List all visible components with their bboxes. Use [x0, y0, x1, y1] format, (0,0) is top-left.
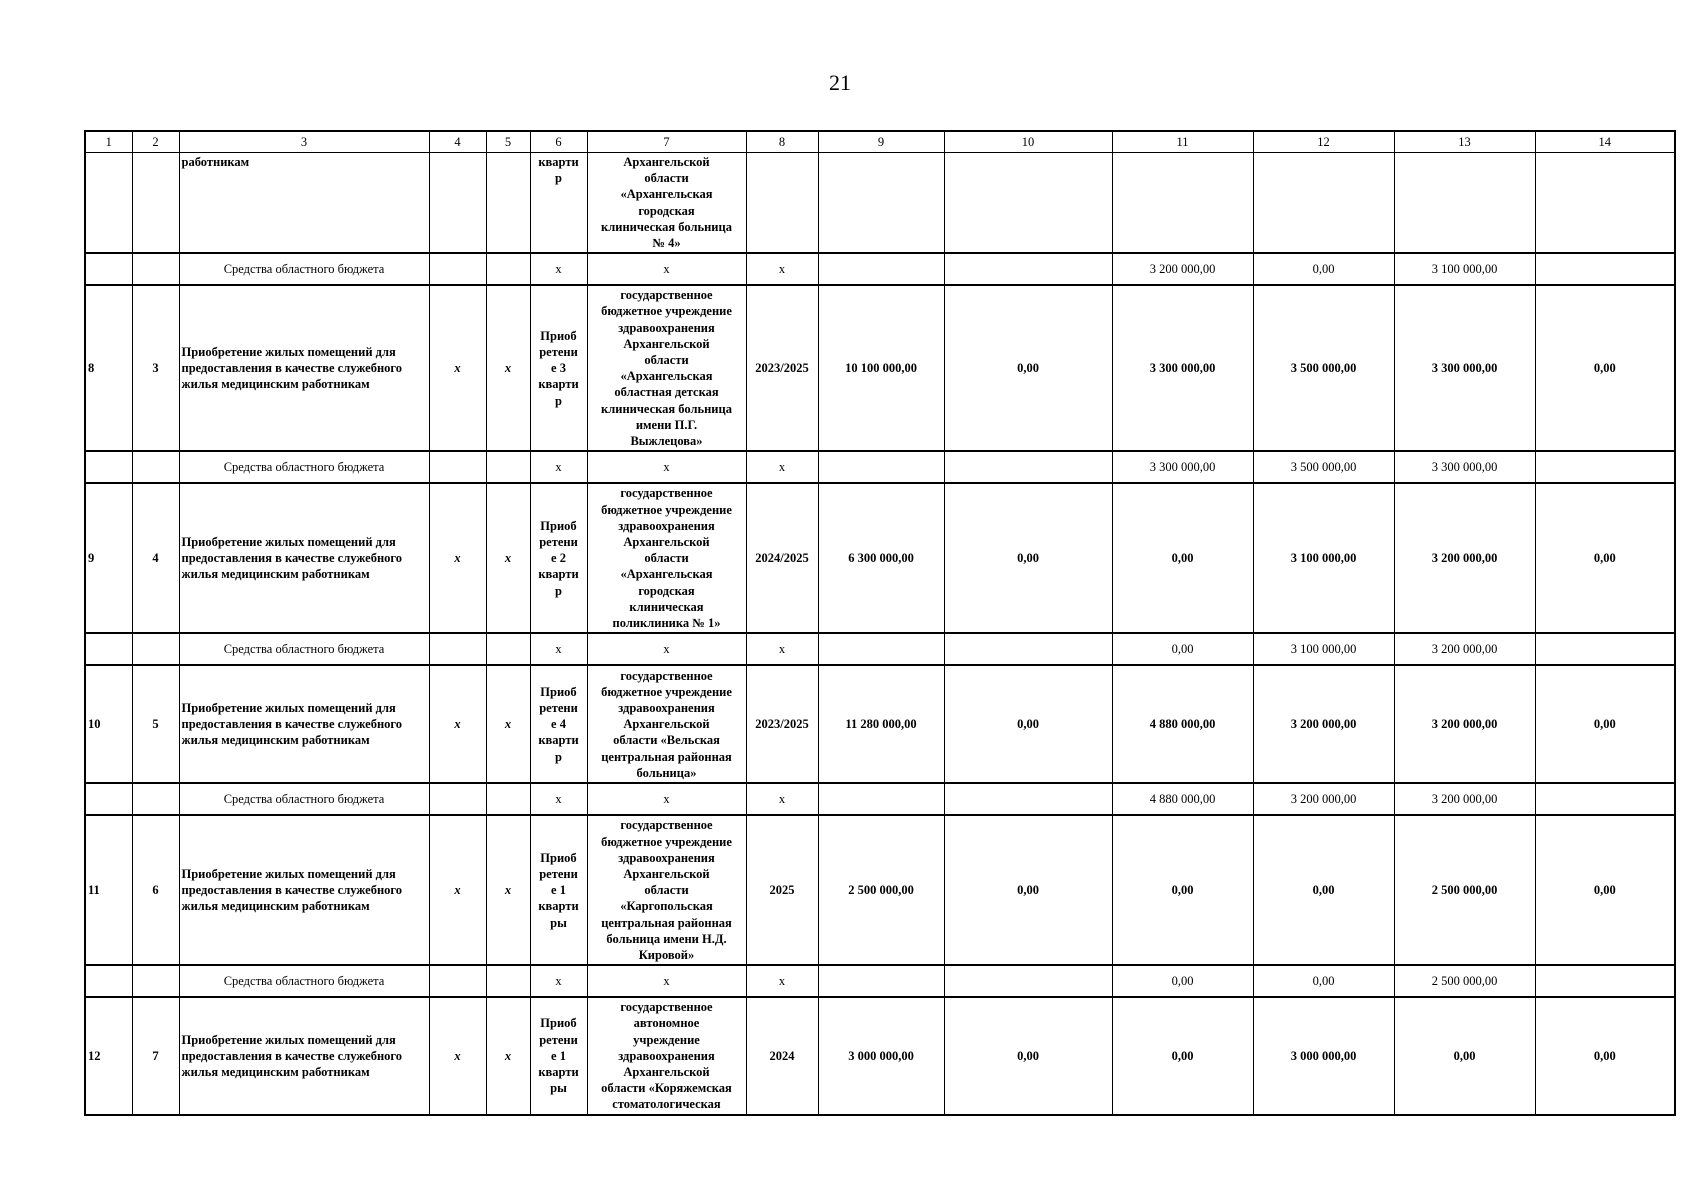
- cell-c10: [944, 253, 1112, 285]
- cell-c12: 0,00: [1253, 253, 1394, 285]
- cell-c13: 3 200 000,00: [1394, 483, 1535, 633]
- column-header-4: 4: [429, 131, 486, 153]
- cell-c3: Средства областного бюджета: [179, 783, 429, 815]
- cell-c9: 3 000 000,00: [818, 997, 944, 1114]
- cell-c7: государственное бюджетное учреждение здравоохранения Архангельской области «Каргопольская центральная районная больница имени Н.Д. Кировой»: [587, 815, 746, 965]
- cell-c2: [132, 153, 179, 254]
- cell-c9: 2 500 000,00: [818, 815, 944, 965]
- cell-c14: 0,00: [1535, 997, 1675, 1114]
- cell-c3: Средства областного бюджета: [179, 451, 429, 483]
- cell-c11: [1112, 153, 1253, 254]
- cell-c4: х: [429, 483, 486, 633]
- cell-c10: 0,00: [944, 815, 1112, 965]
- cell-c5: [486, 965, 530, 997]
- cell-c2: 5: [132, 665, 179, 783]
- cell-c12: 3 100 000,00: [1253, 633, 1394, 665]
- cell-c10: [944, 633, 1112, 665]
- cell-c5: [486, 633, 530, 665]
- cell-c3: Приобретение жилых помещений для предоставления в качестве служебного жилья медицинским работникам: [179, 285, 429, 451]
- cell-c11: 0,00: [1112, 815, 1253, 965]
- cell-c2: [132, 965, 179, 997]
- column-header-3: 3: [179, 131, 429, 153]
- cell-c11: 0,00: [1112, 633, 1253, 665]
- cell-c12: 0,00: [1253, 965, 1394, 997]
- cell-c7: х: [587, 783, 746, 815]
- cell-c8: х: [746, 965, 818, 997]
- cell-c7: х: [587, 965, 746, 997]
- cell-c1: 10: [85, 665, 132, 783]
- cell-c5: [486, 153, 530, 254]
- cell-c3: Приобретение жилых помещений для предоставления в качестве служебного жилья медицинским работникам: [179, 665, 429, 783]
- cell-c7: х: [587, 633, 746, 665]
- cell-c10: 0,00: [944, 483, 1112, 633]
- cell-c13: [1394, 153, 1535, 254]
- cell-c13: 2 500 000,00: [1394, 965, 1535, 997]
- cell-c11: 0,00: [1112, 965, 1253, 997]
- cell-c2: [132, 451, 179, 483]
- column-header-14: 14: [1535, 131, 1675, 153]
- cell-c11: 3 300 000,00: [1112, 285, 1253, 451]
- cell-c12: [1253, 153, 1394, 254]
- cell-c13: 3 200 000,00: [1394, 783, 1535, 815]
- cell-c7: государственное бюджетное учреждение здравоохранения Архангельской области «Архангельская областная детская клиническая больница имени П.Г. Выжлецова»: [587, 285, 746, 451]
- cell-c6: кварти р: [530, 153, 587, 254]
- cell-c8: х: [746, 783, 818, 815]
- cell-c2: [132, 783, 179, 815]
- column-header-12: 12: [1253, 131, 1394, 153]
- cell-c8: 2024/2025: [746, 483, 818, 633]
- cell-c12: 0,00: [1253, 815, 1394, 965]
- cell-c4: х: [429, 815, 486, 965]
- cell-c8: х: [746, 451, 818, 483]
- cell-c13: 3 100 000,00: [1394, 253, 1535, 285]
- cell-c3: Приобретение жилых помещений для предоставления в качестве служебного жилья медицинским работникам: [179, 815, 429, 965]
- cell-c11: 3 300 000,00: [1112, 451, 1253, 483]
- cell-c4: [429, 253, 486, 285]
- cell-c5: [486, 253, 530, 285]
- column-header-11: 11: [1112, 131, 1253, 153]
- table-row-budget-source: [85, 965, 1675, 997]
- cell-c6: Приоб ретени е 3 кварти р: [530, 285, 587, 451]
- cell-c9: 6 300 000,00: [818, 483, 944, 633]
- cell-c12: 3 200 000,00: [1253, 783, 1394, 815]
- cell-c14: 0,00: [1535, 665, 1675, 783]
- page-number: 21: [829, 70, 851, 95]
- cell-c7: х: [587, 451, 746, 483]
- cell-c6: Приоб ретени е 1 кварти ры: [530, 997, 587, 1114]
- table-row-item: [85, 997, 1675, 1114]
- cell-c8: х: [746, 633, 818, 665]
- cell-c4: х: [429, 285, 486, 451]
- cell-c7: х: [587, 253, 746, 285]
- cell-c2: [132, 253, 179, 285]
- cell-c6: Приоб ретени е 2 кварти р: [530, 483, 587, 633]
- cell-c13: 3 300 000,00: [1394, 451, 1535, 483]
- cell-c2: 7: [132, 997, 179, 1114]
- cell-c7: Архангельской области «Архангельская городская клиническая больница № 4»: [587, 153, 746, 254]
- cell-c12: 3 200 000,00: [1253, 665, 1394, 783]
- cell-c5: х: [486, 665, 530, 783]
- cell-c10: [944, 153, 1112, 254]
- cell-c11: 3 200 000,00: [1112, 253, 1253, 285]
- column-header-7: 7: [587, 131, 746, 153]
- cell-c13: 3 200 000,00: [1394, 665, 1535, 783]
- cell-c6: Приоб ретени е 1 кварти ры: [530, 815, 587, 965]
- column-header-1: 1: [85, 131, 132, 153]
- cell-c10: 0,00: [944, 285, 1112, 451]
- continued-row: [85, 153, 1675, 254]
- cell-c5: х: [486, 815, 530, 965]
- cell-c1: 9: [85, 483, 132, 633]
- cell-c14: [1535, 451, 1675, 483]
- cell-c11: 0,00: [1112, 997, 1253, 1114]
- table-row-item: [85, 483, 1675, 633]
- cell-c8: 2024: [746, 997, 818, 1114]
- cell-c14: [1535, 783, 1675, 815]
- cell-c4: [429, 965, 486, 997]
- cell-c8: 2023/2025: [746, 285, 818, 451]
- cell-c11: 4 880 000,00: [1112, 783, 1253, 815]
- cell-c10: 0,00: [944, 997, 1112, 1114]
- cell-c3: Средства областного бюджета: [179, 253, 429, 285]
- cell-c2: 4: [132, 483, 179, 633]
- cell-c9: 11 280 000,00: [818, 665, 944, 783]
- cell-c5: х: [486, 483, 530, 633]
- cell-c14: [1535, 965, 1675, 997]
- cell-c5: х: [486, 997, 530, 1114]
- column-header-6: 6: [530, 131, 587, 153]
- cell-c8: 2023/2025: [746, 665, 818, 783]
- cell-c6: Приоб ретени е 4 кварти р: [530, 665, 587, 783]
- cell-c8: [746, 153, 818, 254]
- cell-c4: [429, 633, 486, 665]
- cell-c4: [429, 783, 486, 815]
- column-header-2: 2: [132, 131, 179, 153]
- cell-c7: государственное бюджетное учреждение здравоохранения Архангельской области «Архангельская городская клиническая поликлиника № 1»: [587, 483, 746, 633]
- cell-c14: [1535, 253, 1675, 285]
- cell-c1: [85, 783, 132, 815]
- cell-c4: х: [429, 997, 486, 1114]
- cell-c9: [818, 633, 944, 665]
- cell-c12: 3 000 000,00: [1253, 997, 1394, 1114]
- cell-c4: х: [429, 665, 486, 783]
- cell-c10: [944, 783, 1112, 815]
- table-row-budget-source: [85, 451, 1675, 483]
- cell-c12: 3 500 000,00: [1253, 285, 1394, 451]
- cell-c1: 11: [85, 815, 132, 965]
- cell-c1: [85, 633, 132, 665]
- column-header-13: 13: [1394, 131, 1535, 153]
- column-header-9: 9: [818, 131, 944, 153]
- cell-c10: [944, 965, 1112, 997]
- cell-c3: работникам: [179, 153, 429, 254]
- cell-c14: 0,00: [1535, 815, 1675, 965]
- cell-c13: 0,00: [1394, 997, 1535, 1114]
- column-header-8: 8: [746, 131, 818, 153]
- cell-c5: [486, 783, 530, 815]
- cell-c12: 3 500 000,00: [1253, 451, 1394, 483]
- cell-c9: [818, 451, 944, 483]
- cell-c3: Средства областного бюджета: [179, 633, 429, 665]
- cell-c4: [429, 153, 486, 254]
- cell-c5: х: [486, 285, 530, 451]
- cell-c9: [818, 783, 944, 815]
- column-header-5: 5: [486, 131, 530, 153]
- cell-c1: [85, 965, 132, 997]
- cell-c13: 3 200 000,00: [1394, 633, 1535, 665]
- cell-c6: х: [530, 253, 587, 285]
- header-row: [85, 131, 1675, 153]
- cell-c6: х: [530, 965, 587, 997]
- cell-c1: [85, 153, 132, 254]
- cell-c3: Приобретение жилых помещений для предоставления в качестве служебного жилья медицинским работникам: [179, 483, 429, 633]
- cell-c1: 8: [85, 285, 132, 451]
- cell-c6: х: [530, 783, 587, 815]
- cell-c9: [818, 253, 944, 285]
- budget-table: [84, 130, 1676, 1116]
- column-header-10: 10: [944, 131, 1112, 153]
- cell-c14: 0,00: [1535, 285, 1675, 451]
- cell-c2: 3: [132, 285, 179, 451]
- cell-c1: [85, 253, 132, 285]
- table-row-budget-source: [85, 633, 1675, 665]
- table-row-budget-source: [85, 253, 1675, 285]
- cell-c7: государственное автономное учреждение здравоохранения Архангельской области «Коряжемская стоматологическая: [587, 997, 746, 1114]
- cell-c1: 12: [85, 997, 132, 1114]
- cell-c2: 6: [132, 815, 179, 965]
- cell-c14: [1535, 633, 1675, 665]
- table-row-item: [85, 665, 1675, 783]
- cell-c3: Приобретение жилых помещений для предоставления в качестве служебного жилья медицинским работникам: [179, 997, 429, 1114]
- table-row-item: [85, 815, 1675, 965]
- cell-c10: 0,00: [944, 665, 1112, 783]
- cell-c11: 0,00: [1112, 483, 1253, 633]
- cell-c3: Средства областного бюджета: [179, 965, 429, 997]
- cell-c14: [1535, 153, 1675, 254]
- cell-c6: х: [530, 451, 587, 483]
- table-row-item: [85, 285, 1675, 451]
- cell-c5: [486, 451, 530, 483]
- cell-c4: [429, 451, 486, 483]
- cell-c9: [818, 153, 944, 254]
- cell-c10: [944, 451, 1112, 483]
- cell-c8: х: [746, 253, 818, 285]
- cell-c6: х: [530, 633, 587, 665]
- cell-c1: [85, 451, 132, 483]
- cell-c13: 2 500 000,00: [1394, 815, 1535, 965]
- cell-c14: 0,00: [1535, 483, 1675, 633]
- cell-c13: 3 300 000,00: [1394, 285, 1535, 451]
- cell-c7: государственное бюджетное учреждение здравоохранения Архангельской области «Вельская центральная районная больница»: [587, 665, 746, 783]
- cell-c9: [818, 965, 944, 997]
- cell-c9: 10 100 000,00: [818, 285, 944, 451]
- cell-c8: 2025: [746, 815, 818, 965]
- table-row-budget-source: [85, 783, 1675, 815]
- cell-c2: [132, 633, 179, 665]
- cell-c12: 3 100 000,00: [1253, 483, 1394, 633]
- cell-c11: 4 880 000,00: [1112, 665, 1253, 783]
